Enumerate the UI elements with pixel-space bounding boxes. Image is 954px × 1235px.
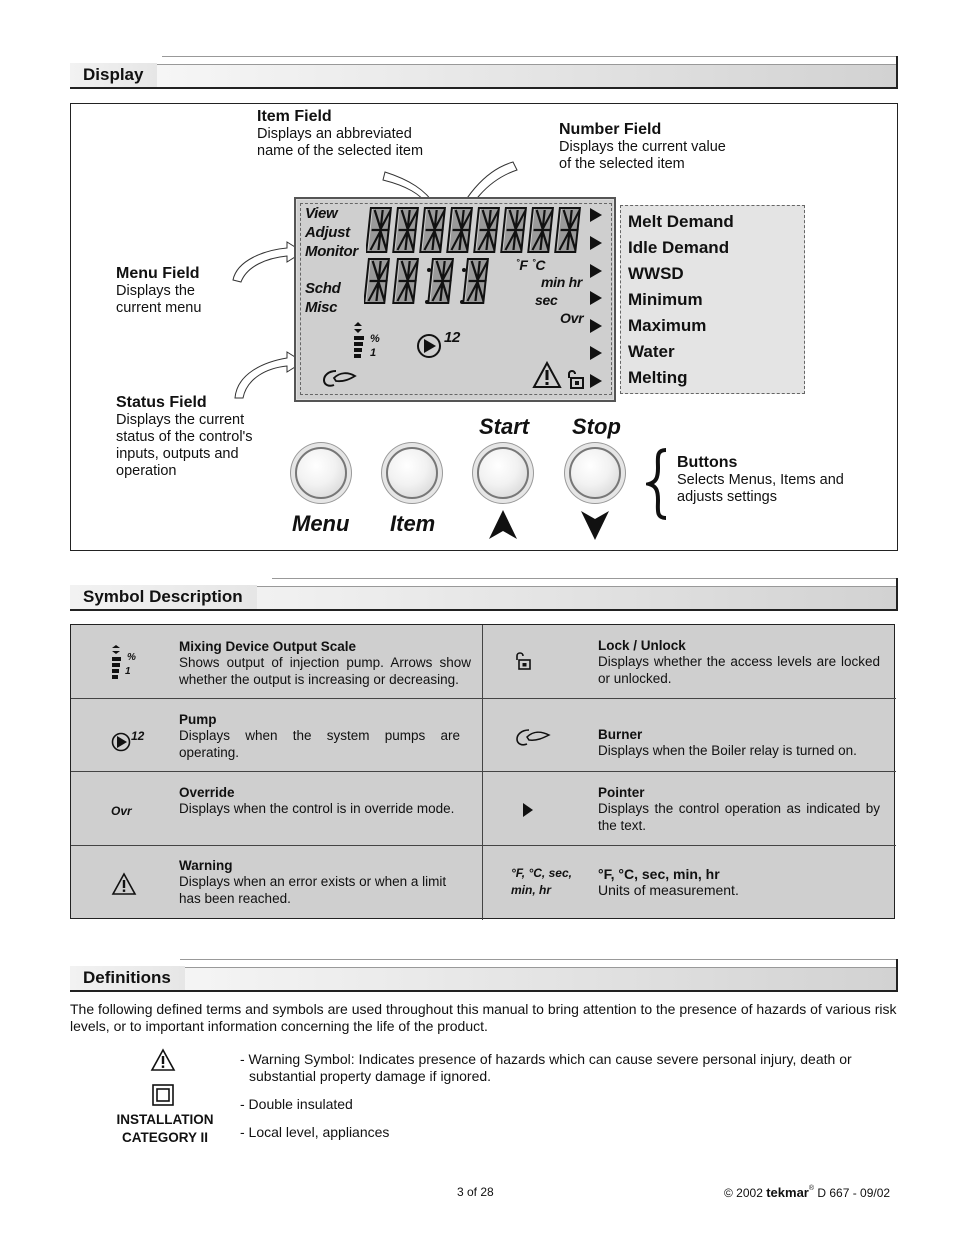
pointer-label-maximum: Maximum	[628, 316, 707, 335]
symbol-desc: Displays when an error exists or when a limit has been reached.	[179, 874, 447, 906]
symbols-section-header	[70, 578, 898, 611]
pointer-arrow-3	[590, 264, 602, 278]
units-icon: °F, °C, sec, min, hr	[511, 866, 572, 897]
lcd-number-field	[364, 256, 514, 310]
number-field-callout: Number Field Displays the current value of the selected item	[559, 121, 726, 172]
local-level-definition: - Local level, appliances	[240, 1124, 390, 1140]
lcd-menu-view: View	[305, 205, 338, 222]
symbol-desc: Displays the control operation as indicated by the text.	[598, 801, 880, 833]
symbol-title: Pointer	[598, 785, 645, 800]
start-label: Start	[479, 414, 530, 439]
up-button[interactable]	[477, 447, 529, 499]
symbol-cell: 12 Pump Displays when the system pumps are operating.	[71, 699, 483, 772]
symbol-title: Burner	[598, 727, 643, 742]
symbol-table	[70, 624, 895, 919]
lcd-mixing-scale-icon	[350, 322, 372, 362]
lcd-percent: %	[370, 333, 380, 345]
symbols-section-title: Symbol Description	[70, 585, 257, 609]
pointer-arrow-5	[590, 319, 602, 333]
brand-logo: tekmar	[766, 1185, 809, 1200]
pointer-arrow-4	[590, 291, 602, 305]
pointer-labels	[620, 205, 805, 394]
buttons-callout: Buttons Selects Menus, Items and adjusts settings	[677, 454, 844, 505]
up-arrow-icon	[487, 509, 519, 541]
symbol-desc: Displays when the system pumps are operating.	[179, 728, 460, 760]
lcd-menu-field	[305, 204, 358, 317]
symbol-desc: Shows output of injection pump. Arrows show whether the output is increasing or decreasing.	[179, 655, 471, 687]
override-icon: Ovr	[111, 804, 132, 818]
lcd-unit-sec: sec	[535, 292, 558, 308]
symbol-desc: Displays whether the access levels are locked or unlocked.	[598, 654, 880, 686]
pointer-arrow-6	[590, 346, 602, 360]
symbol-cell	[483, 699, 896, 772]
lcd-pump-icon	[416, 333, 442, 359]
warning-definition: - Warning Symbol: Indicates presence of hazards which can cause severe personal injury, death or substantial property damage if ignored.	[240, 1051, 852, 1084]
brace-icon	[646, 448, 670, 520]
symbol-title: Warning	[179, 858, 233, 873]
pointer-label-melting: Melting	[628, 368, 688, 387]
lcd-lock-icon	[564, 368, 586, 390]
definitions-section-title: Definitions	[70, 966, 185, 990]
symbol-title: Mixing Device Output Scale	[179, 639, 357, 654]
symbol-title: Override	[179, 785, 235, 800]
lcd-item-field	[366, 206, 591, 254]
definitions-section-header	[70, 959, 898, 992]
symbol-cell	[483, 846, 896, 920]
lcd-menu-misc: Misc	[305, 299, 338, 316]
warning-icon	[111, 872, 137, 896]
symbol-cell	[71, 846, 483, 920]
warning-symbol-icon	[150, 1048, 176, 1072]
status-field-callout: Status Field Displays the current status of the control's inputs, outputs and operation	[116, 394, 253, 479]
pointer-arrow-1	[590, 208, 602, 222]
lcd-one: 1	[370, 347, 376, 359]
down-arrow-icon	[579, 509, 611, 541]
display-section-title: Display	[70, 63, 157, 87]
item-label: Item	[390, 511, 436, 536]
item-button[interactable]	[386, 447, 438, 499]
item-field-callout: Item Field Displays an abbreviated name of the selected item	[257, 108, 424, 159]
definitions-intro: The following defined terms and symbols are used throughout this manual to bring attention to the presence of hazards of various risk levels, or to important information concerning the life of the product.	[70, 1001, 897, 1034]
pointer-icon	[521, 802, 535, 818]
pointer-label-minimum: Minimum	[628, 290, 703, 309]
symbol-desc: Displays when the Boiler relay is turned on.	[598, 743, 857, 758]
stop-label: Stop	[572, 414, 621, 439]
symbol-cell	[483, 772, 896, 846]
symbol-cell	[483, 625, 896, 699]
double-insulated-definition: - Double insulated	[240, 1096, 353, 1112]
down-button[interactable]	[569, 447, 621, 499]
symbol-title: °F, °C, sec, min, hr	[598, 866, 720, 882]
installation-category-label: INSTALLATION CATEGORY II	[116, 1112, 214, 1145]
lcd-override: Ovr	[560, 310, 584, 326]
lcd-warning-icon	[532, 361, 562, 389]
lcd-burner-icon	[322, 368, 358, 390]
lcd-menu-schd: Schd	[305, 280, 341, 297]
pointer-label-melt-demand: Melt Demand	[628, 212, 734, 231]
menu-button[interactable]	[295, 447, 347, 499]
pointer-label-wwsd: WWSD	[628, 264, 684, 283]
footer-copyright: © 2002 tekmar® D 667 - 09/02	[724, 1185, 891, 1200]
pump-icon	[111, 732, 131, 752]
symbol-cell: % 1 Mixing Device Output Scale Shows output of injection pump. Arrows show whether the output is increasing or decreasing.	[71, 625, 483, 699]
burner-icon	[515, 726, 553, 748]
pointer-label-water: Water	[628, 342, 675, 361]
symbol-title: Lock / Unlock	[598, 638, 686, 653]
lcd-unit-minhr: min hr	[541, 274, 582, 290]
symbol-desc: Units of measurement.	[598, 882, 739, 898]
lock-icon	[513, 651, 535, 673]
menu-field-callout: Menu Field Displays the current menu	[116, 265, 202, 316]
pointer-arrow-7	[590, 374, 602, 388]
symbol-cell	[71, 772, 483, 846]
double-insulated-icon	[151, 1083, 175, 1107]
symbol-desc: Displays when the control is in override mode.	[179, 801, 455, 816]
lcd-unit-c: °C	[532, 257, 546, 273]
symbol-title: Pump	[179, 712, 217, 727]
pointer-arrow-2	[590, 236, 602, 250]
pointer-label-idle-demand: Idle Demand	[628, 238, 730, 257]
page-number: 3 of 28	[457, 1185, 494, 1199]
display-section-header	[70, 56, 898, 89]
lcd-menu-monitor: Monitor	[305, 243, 358, 260]
menu-label: Menu	[292, 511, 350, 536]
lcd-menu-adjust: Adjust	[305, 224, 350, 241]
lcd-pump-number: 12	[444, 329, 461, 346]
lcd-unit-f: °F	[516, 257, 528, 273]
